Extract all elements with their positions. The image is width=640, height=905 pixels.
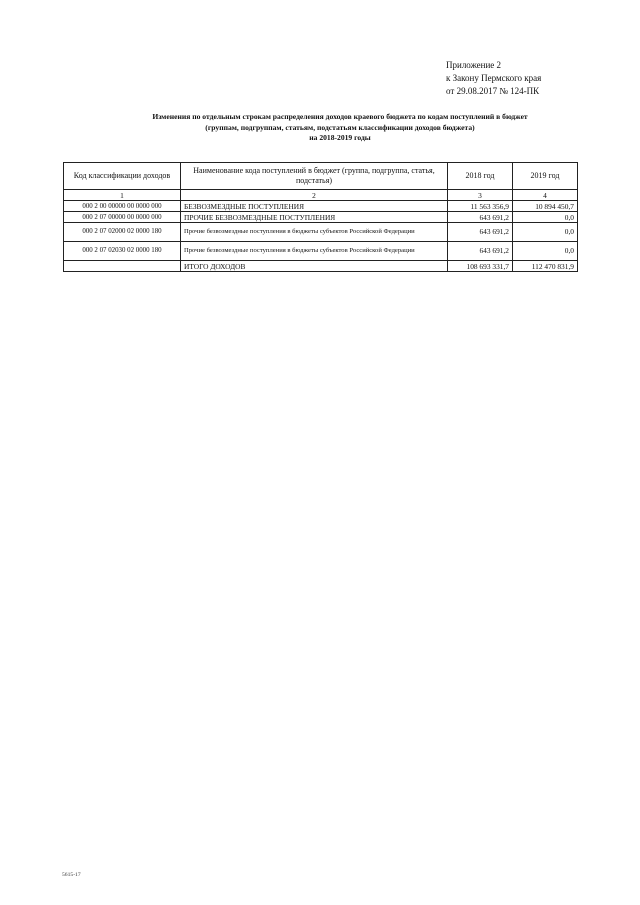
table-header-row — [64, 163, 578, 190]
income-table — [63, 162, 578, 272]
appendix-reference — [446, 59, 541, 98]
row-name: Прочие безвозмездные поступления в бюджеты субъектов Российской Федерации — [181, 242, 448, 261]
table-row — [64, 223, 578, 242]
column-numbers-row — [64, 190, 578, 201]
row-name: Прочие безвозмездные поступления в бюджеты субъектов Российской Федерации — [181, 223, 448, 242]
table-row — [64, 212, 578, 223]
appendix-line: Приложение 2 — [446, 60, 502, 70]
total-label: ИТОГО ДОХОДОВ — [181, 261, 448, 272]
title-line-1: Изменения по отдельным строкам распределения доходов краевого бюджета по кодам поступлений в бюджет — [152, 112, 528, 121]
row-code — [64, 261, 181, 272]
row-2018-value: 643 691,2 — [448, 212, 513, 223]
row-2019-value: 0,0 — [513, 223, 578, 242]
appendix-law-line: к Закону Пермского края — [446, 73, 542, 83]
row-2019-value: 0,0 — [513, 242, 578, 261]
header-name: Наименование кода поступлений в бюджет (группа, подгруппа, статья, подстатья) — [181, 163, 448, 190]
column-number: 2 — [181, 190, 448, 201]
document-id: 5615-17 — [62, 872, 81, 878]
row-code: 000 2 00 00000 00 0000 000 — [64, 201, 181, 212]
document-title — [80, 112, 600, 144]
title-line-3: на 2018-2019 годы — [309, 133, 371, 142]
table-row — [64, 242, 578, 261]
total-row — [64, 261, 578, 272]
row-name: ПРОЧИЕ БЕЗВОЗМЕЗДНЫЕ ПОСТУПЛЕНИЯ — [181, 212, 448, 223]
row-code: 000 2 07 02000 02 0000 180 — [64, 223, 181, 242]
row-code: 000 2 07 02030 02 0000 180 — [64, 242, 181, 261]
header-code: Код классификации доходов — [64, 163, 181, 190]
row-code: 000 2 07 00000 00 0000 000 — [64, 212, 181, 223]
row-2018-value: 643 691,2 — [448, 242, 513, 261]
title-line-2: (группам, подгруппам, статьям, подстатьям классификации доходов бюджета) — [205, 122, 475, 132]
total-2019-value: 112 470 831,9 — [513, 261, 578, 272]
header-2019: 2019 год — [513, 163, 578, 190]
column-number: 4 — [513, 190, 578, 201]
row-2018-value: 11 563 356,9 — [448, 201, 513, 212]
header-2018: 2018 год — [448, 163, 513, 190]
row-name: БЕЗВОЗМЕЗДНЫЕ ПОСТУПЛЕНИЯ — [181, 201, 448, 212]
total-2018-value: 108 693 331,7 — [448, 261, 513, 272]
table-row — [64, 201, 578, 212]
appendix-date-line: от 29.08.2017 № 124-ПК — [446, 86, 540, 96]
column-number: 3 — [448, 190, 513, 201]
row-2019-value: 10 894 450,7 — [513, 201, 578, 212]
row-2018-value: 643 691,2 — [448, 223, 513, 242]
column-number: 1 — [64, 190, 181, 201]
row-2019-value: 0,0 — [513, 212, 578, 223]
